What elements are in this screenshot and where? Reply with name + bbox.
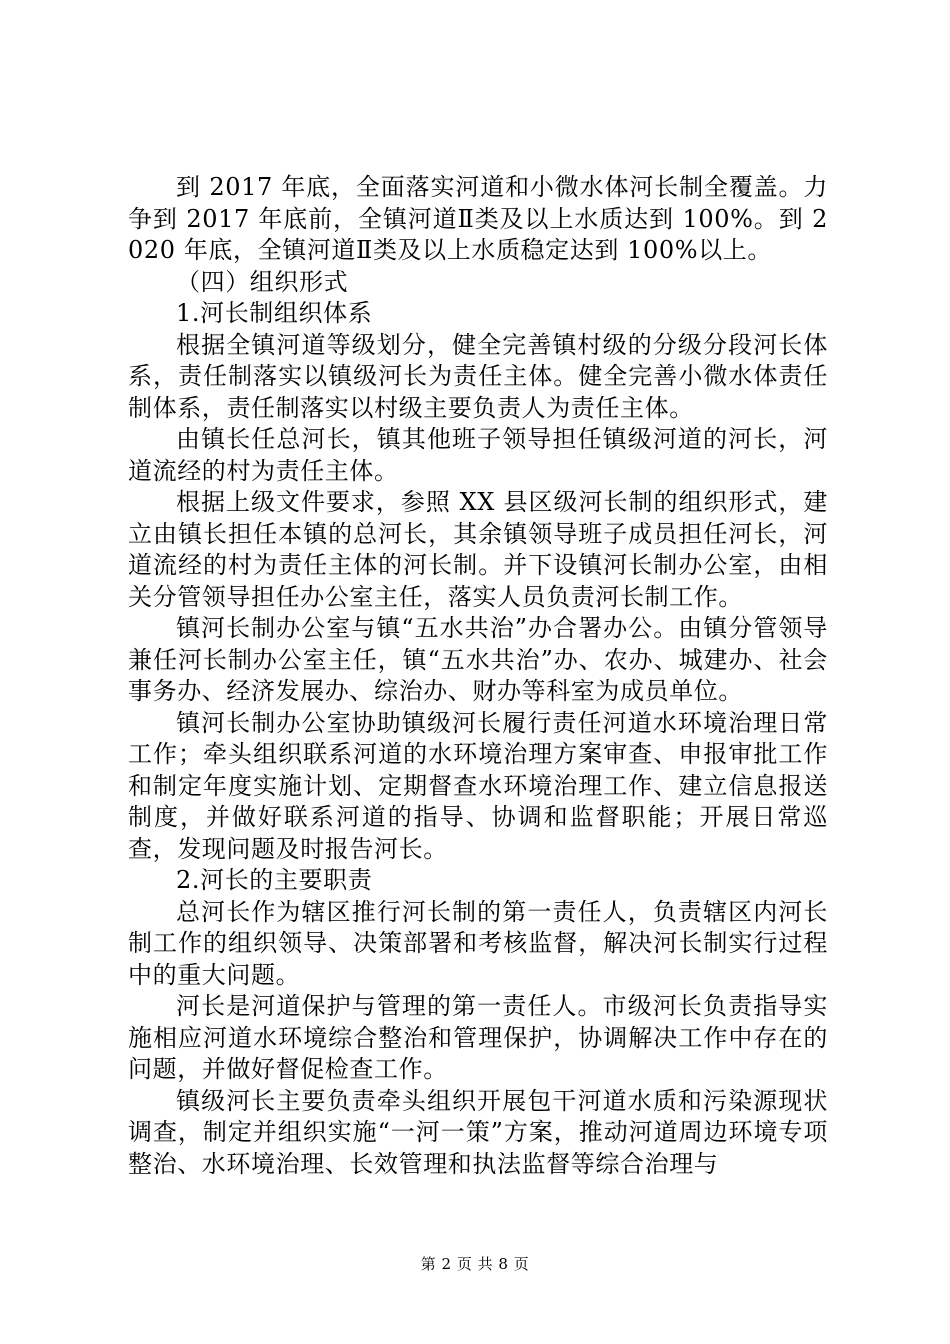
subheading-main-duties: 2.河长的主要职责 [176,866,373,894]
paragraph-targets: 到 2017 年底，全面落实河道和小微水体河长制全覆盖。力争到 2017 年底前，全镇河道Ⅱ类及以上水质达到 100%。到 2020 年底，全镇河道Ⅱ类及以上水质稳定达到 100%以上。 [128,173,828,264]
paragraph: 由镇长任总河长，镇其他班子领导担任镇级河道的河长，河道流经的村为责任主体。 [128,425,828,485]
paragraph: 镇级河长主要负责牵头组织开展包干河道水质和污染源现状调查，制定并组织实施“一河一策”方案，推动河道周边环境专项整治、水环境治理、长效管理和执法监督等综合治理与 [128,1086,828,1178]
paragraph: 根据全镇河道等级划分，健全完善镇村级的分级分段河长体系，责任制落实以镇级河长为责任主体。健全完善小微水体责任制体系，责任制落实以村级主要负责人为责任主体。 [128,330,828,422]
paragraph: 总河长作为辖区推行河长制的第一责任人，负责辖区内河长制工作的组织领导、决策部署和考核监督，解决河长制实行过程中的重大问题。 [128,897,828,989]
document-body [128,172,828,1180]
paragraph: 镇河长制办公室协助镇级河长履行责任河道水环境治理日常工作；牵头组织联系河道的水环境治理方案审查、申报审批工作和制定年度实施计划、定期督查水环境治理工作、建立信息报送制度，并做好联系河道的指导、协调和监督职能；开展日常巡查，发现问题及时报告河长。 [128,708,828,863]
section-heading-organization-form: （四）组织形式 [176,267,349,296]
paragraph: 镇河长制办公室与镇“五水共治”办合署办公。由镇分管领导兼任河长制办公室主任，镇“五水共治”办、农办、城建办、社会事务办、经济发展办、综治办、财办等科室为成员单位。 [128,614,828,705]
paragraph: 根据上级文件要求，参照 XX 县区级河长制的组织形式，建立由镇长担任本镇的总河长，其余镇领导班子成员担任河长，河道流经的村为责任主体的河长制。并下设镇河长制办公室，由相关分管领导担任办公室主任，落实人员负责河长制工作。 [128,488,828,611]
page-number-footer: 第 2 页 共 8 页 [420,1255,530,1273]
subheading-river-chief-system: 1.河长制组织体系 [176,299,373,327]
paragraph: 河长是河道保护与管理的第一责任人。市级河长负责指导实施相应河道水环境综合整治和管理保护，协调解决工作中存在的问题，并做好督促检查工作。 [128,992,828,1083]
